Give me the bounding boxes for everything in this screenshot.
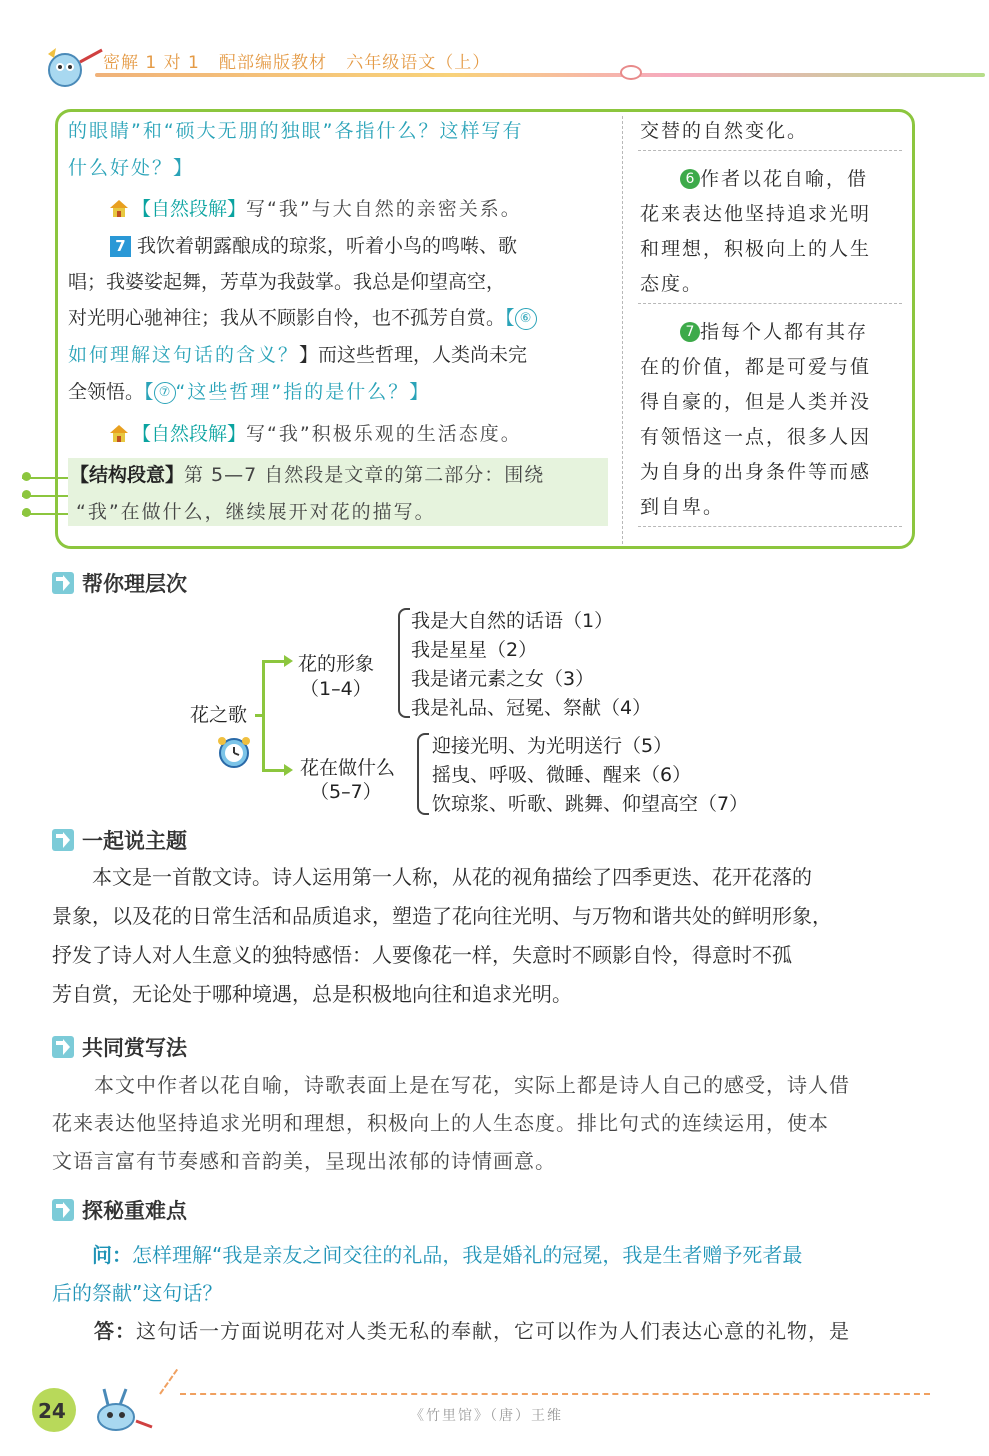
section-title: 帮你理层次	[82, 572, 187, 596]
header-rule	[95, 73, 985, 77]
annotation-marker-6: ⑥	[515, 308, 537, 330]
section-title: 共同赏写法	[82, 1036, 187, 1060]
question-line-1	[52, 1236, 922, 1275]
structure-text-1: 第 5—7 自然段是文章的第二部分：围绕	[184, 464, 545, 486]
note-6-text: 作者以花自喻，借	[700, 168, 869, 190]
tree-connector	[262, 769, 286, 772]
question-line-2: 后的祭献”这句话？	[52, 1281, 223, 1305]
right-note-6-line-1	[680, 162, 868, 197]
para7-line-1	[110, 228, 517, 265]
arrow-icon	[52, 829, 74, 851]
right-note-6-line-3: 和理想，积极向上的人生	[640, 238, 872, 260]
para7-line-5	[68, 374, 428, 411]
question-label: 问：	[92, 1243, 132, 1267]
arrow-icon	[52, 572, 74, 594]
structure-line-2: “我”在做什么，继续展开对花的描写。	[76, 501, 436, 523]
rabbit-mascot-icon	[86, 1385, 156, 1435]
para7-line-2: 唱；我婆娑起舞，芳草为我鼓掌。我总是仰望高空，	[68, 271, 506, 293]
para7-text-5: 全领悟。	[68, 381, 145, 403]
footer-diagonal	[159, 1369, 178, 1395]
paragraph-note-tag: 【自然段解】	[132, 423, 247, 445]
method-line: 文语言富有节奏感和音韵美，呈现出浓郁的诗情画意。	[52, 1149, 556, 1173]
answer-line-1	[52, 1312, 922, 1351]
tree-leaf: 迎接光明、为光明送行（5）	[432, 735, 673, 757]
tree-leaf: 我是大自然的话语（1）	[411, 610, 614, 632]
column-divider	[622, 116, 623, 544]
connector-dot-icon	[22, 490, 31, 499]
theme-line: 景象，以及花的日常生活和品质追求，塑造了花向往光明、与万物和谐共处的鲜明形象，	[52, 904, 832, 928]
annotation-question-6: 如何理解这句话的含义？	[68, 344, 300, 366]
tree-brace	[417, 733, 429, 815]
para7-text-4: 】而这些哲理，人类尚未完	[299, 344, 528, 366]
tree-leaf: 我是诸元素之女（3）	[411, 668, 595, 690]
right-divider	[638, 150, 902, 151]
left-line-2: 什么好处？】	[68, 157, 195, 179]
tree-leaf: 我是星星（2）	[411, 639, 538, 661]
section-title: 探秘重难点	[82, 1199, 187, 1223]
right-note-6-line-4: 态度。	[640, 273, 704, 295]
tree-branch-2: 花在做什么	[300, 757, 396, 779]
footer-rule	[180, 1393, 930, 1395]
structure-line-1	[70, 457, 544, 494]
para7-text-3: 对光明心驰神往；我从不顾影自怜，也不孤芳自赏。	[68, 307, 506, 329]
tree-arrow-icon	[284, 655, 293, 667]
connector-dot-icon	[22, 508, 31, 517]
tree-branch-1-range: （1–4）	[300, 678, 372, 700]
right-note-6-line-2: 花来表达他坚持追求光明	[640, 203, 872, 225]
tree-leaf: 饮琼浆、听歌、跳舞、仰望高空（7）	[432, 793, 749, 815]
tree-connector	[255, 714, 263, 717]
right-note-7-line-6: 到自卑。	[640, 496, 725, 518]
left-line-1: 的眼睛”和“硕大无朋的独眼”各指什么？这样写有	[68, 120, 524, 142]
paragraph-note-1	[108, 191, 522, 228]
right-note-7-line-1	[680, 315, 868, 350]
tree-arrow-icon	[284, 764, 293, 776]
right-divider	[638, 526, 902, 527]
annotation-marker-7: ⑦	[154, 382, 176, 404]
page-number: 24	[38, 1399, 66, 1423]
tree-branch-2-range: （5–7）	[310, 781, 382, 803]
method-line: 本文中作者以花自喻，诗歌表面上是在写花，实际上都是诗人自己的感受，诗人借	[52, 1073, 850, 1097]
bracket-open: 【	[505, 307, 515, 329]
tree-leaf: 我是礼品、冠冕、祭献（4）	[411, 697, 652, 719]
right-note-7-line-4: 有领悟这一点，很多人因	[640, 426, 872, 448]
paragraph-note-2	[108, 416, 522, 453]
question-text-1: 怎样理解“我是亲友之间交往的礼品，我是婚礼的冠冕，我是生者赠予死者最	[132, 1243, 803, 1267]
right-note-line-0: 交替的自然变化。	[640, 120, 809, 142]
tree-connector	[262, 660, 286, 663]
section-heading-difficulty	[52, 1195, 187, 1225]
answer-text-1: 这句话一方面说明花对人类无私的奉献，它可以作为人们表达心意的礼物，是	[136, 1319, 850, 1343]
paragraph-note-text: 写“我”与大自然的亲密关系。	[246, 198, 522, 220]
footer-poem: 《竹里馆》（唐）王维	[410, 1408, 563, 1424]
section-heading-structure	[52, 568, 187, 598]
paragraph-note-text: 写“我”积极乐观的生活态度。	[246, 423, 522, 445]
right-note-7-line-3: 得自豪的，但是人类并没	[640, 391, 872, 413]
para-number-badge: 7	[110, 236, 131, 257]
structure-tag: 【结构段意】	[70, 464, 185, 486]
para7-line-4	[68, 337, 527, 374]
mascot-icon	[40, 42, 110, 92]
tree-brace	[398, 608, 410, 718]
section-heading-theme	[52, 825, 187, 855]
paragraph-note-tag: 【自然段解】	[132, 198, 247, 220]
answer-label: 答：	[94, 1319, 136, 1343]
note-number-badge-7: 7	[680, 322, 700, 342]
bracket-open: 【	[144, 381, 154, 403]
header-title: 密解 1 对 1 配部编版教材 六年级语文（上）	[103, 53, 491, 73]
theme-line: 芳自赏，无论处于哪种境遇，总是积极地向往和追求光明。	[52, 982, 572, 1006]
theme-line: 抒发了诗人对人生意义的独特感悟：人要像花一样，失意时不顾影自怜，得意时不孤	[52, 943, 792, 967]
right-divider	[638, 303, 902, 304]
right-note-7-line-2: 在的价值，都是可爱与值	[640, 356, 872, 378]
header-knot-icon	[620, 65, 642, 80]
clock-mascot-icon	[212, 733, 256, 773]
section-title: 一起说主题	[82, 829, 187, 853]
house-icon	[108, 198, 130, 218]
house-icon	[108, 423, 130, 443]
annotation-question-7: “这些哲理”指的是什么？	[175, 381, 410, 403]
theme-line: 本文是一首散文诗。诗人运用第一人称，从花的视角描绘了四季更迭、花开花落的	[52, 865, 812, 889]
right-note-7-line-5: 为自身的出身条件等而感	[640, 461, 872, 483]
method-line: 花来表达他坚持追求光明和理想，积极向上的人生态度。排比句式的连续运用，使本	[52, 1111, 829, 1135]
para7-line-3	[68, 300, 537, 337]
connector-dot-icon	[22, 472, 31, 481]
note-number-badge-6: 6	[680, 169, 700, 189]
section-heading-method	[52, 1032, 187, 1062]
tree-branch-1: 花的形象	[298, 653, 375, 675]
note-7-text: 指每个人都有其存	[700, 321, 869, 343]
bracket-close: 】	[409, 381, 429, 403]
tree-leaf: 摇曳、呼吸、微睡、醒来（6）	[432, 764, 692, 786]
para7-text-1: 我饮着朝露酿成的琼浆，听着小鸟的鸣啭、歌	[137, 235, 518, 257]
arrow-icon	[52, 1199, 74, 1221]
tree-root: 花之歌	[190, 704, 248, 726]
arrow-icon	[52, 1036, 74, 1058]
